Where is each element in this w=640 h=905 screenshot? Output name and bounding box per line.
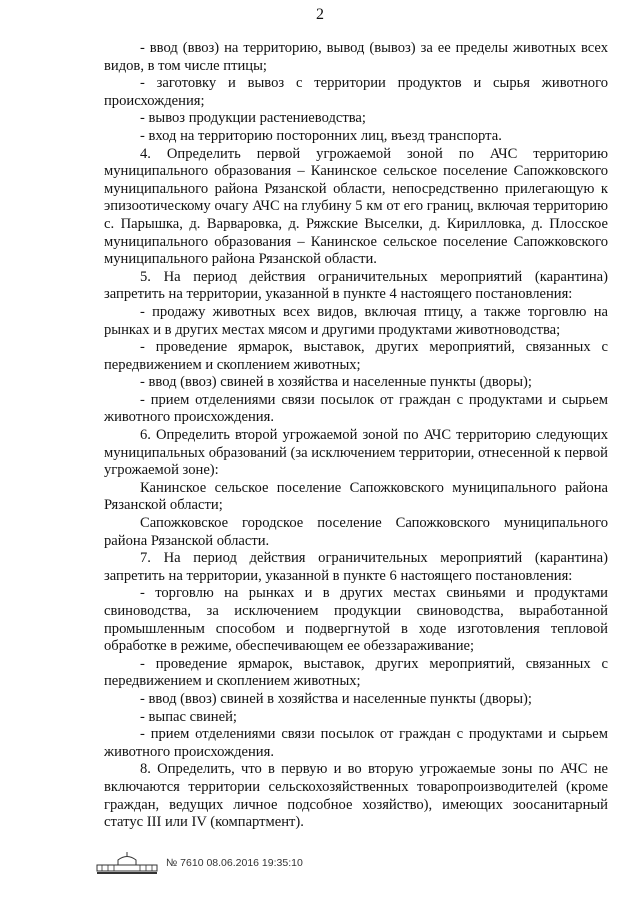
paragraph: 5. На период действия ограничительных мероприятий (карантина) запретить на территории, указанной в пункте 4 настоящего постановления: <box>104 268 608 303</box>
paragraph: - торговлю на рынках и в других местах свиньями и продуктами свиноводства, за исключением продукции свиноводства, выработанной промышленным способом и подвергнутой в ходе изготовления тепловой обработке в режиме, обеспечивающем ее обеззараживание; <box>104 585 608 655</box>
paragraph: - прием отделениями связи посылок от граждан с продуктами и сырьем животного происхождения. <box>104 391 608 426</box>
document-body <box>104 40 608 832</box>
paragraph: - ввод (ввоз) на территорию, вывод (вывоз) за ее пределы животных всех видов, в том числе птицы; <box>104 40 608 74</box>
paragraph: - прием отделениями связи посылок от граждан с продуктами и сырьем животного происхождения. <box>104 726 608 760</box>
paragraph: - вывоз продукции растениеводства; <box>140 110 366 127</box>
footer <box>96 851 303 875</box>
paragraph: - ввод (ввоз) свиней в хозяйства и населенные пункты (дворы); <box>140 690 532 707</box>
building-logo-icon <box>96 851 158 875</box>
paragraph: Сапожковское городское поселение Сапожковского муниципального района Рязанской области. <box>104 515 608 549</box>
paragraph: - заготовку и вывоз с территории продуктов и сырья животного происхождения; <box>104 75 608 109</box>
document-id: № 7610 08.06.2016 19:35:10 <box>166 857 303 869</box>
paragraph: - ввод (ввоз) свиней в хозяйства и населенные пункты (дворы); <box>140 374 532 391</box>
paragraph: 8. Определить, что в первую и во вторую угрожаемые зоны по АЧС не включаются территории сельскохозяйственных товаропроизводителей (кроме граждан, ведущих личное подсобное хозяйство), имеющих зоосанитарный статус III или IV (компартмент). <box>104 761 608 831</box>
paragraph: 4. Определить первой угрожаемой зоной по АЧС территорию муниципального образования – Канинское сельское поселение Сапожковского муниципального района Рязанской области, непосредственно прилегающую к эпизоотическому очагу АЧС на глубину 5 км от его границ, включая территорию с. Парышка, д. Варваровка, д. Ряжские Выселки, д. Кирилловка, д. Плосское муниципального образования – Канинское сельское поселение Сапожковского муниципального района Рязанской области. <box>104 145 608 268</box>
paragraph: - выпас свиней; <box>140 708 237 725</box>
page-number: 2 <box>316 6 324 23</box>
paragraph: - проведение ярмарок, выставок, других мероприятий, связанных с передвижением и скоплением животных; <box>104 339 608 373</box>
paragraph: 7. На период действия ограничительных мероприятий (карантина) запретить на территории, указанной в пункте 6 настоящего постановления: <box>104 550 608 584</box>
paragraph: - проведение ярмарок, выставок, других мероприятий, связанных с передвижением и скоплением животных; <box>104 655 608 690</box>
paragraph: - продажу животных всех видов, включая птицу, а также торговлю на рынках и в других местах мясом и другими продуктами животноводства; <box>104 303 608 338</box>
paragraph: 6. Определить второй угрожаемой зоной по АЧС территорию следующих муниципальных образований (за исключением территории, отнесенной к первой угрожаемой зоне): <box>104 427 608 479</box>
paragraph: - вход на территорию посторонних лиц, въезд транспорта. <box>140 127 502 144</box>
paragraph: Канинское сельское поселение Сапожковского муниципального района Рязанской области; <box>104 479 608 514</box>
